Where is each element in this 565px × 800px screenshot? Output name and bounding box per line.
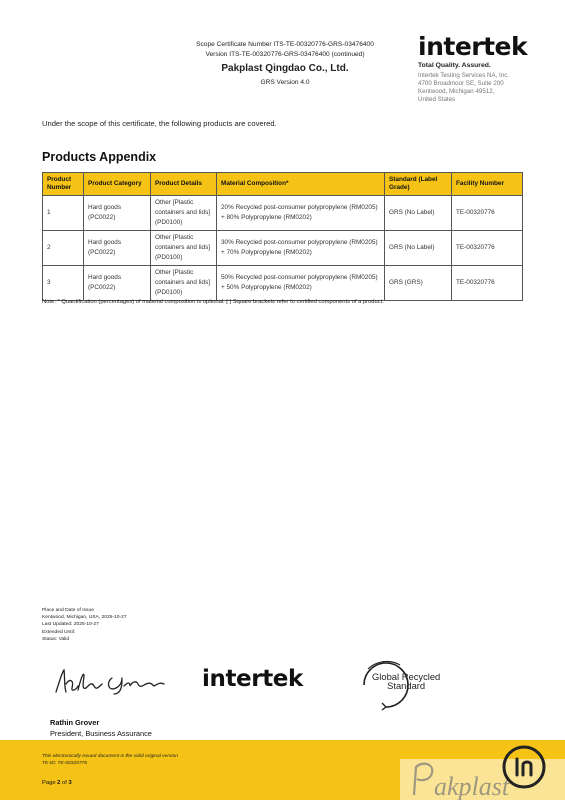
cell-facility-number: TE-00320776 [452,196,523,231]
cell-material-composition: 20% Recycled post-consumer polypropylene (RM0205) + 80% Polypropylene (RM0202) [217,196,385,231]
header-standard: Standard (Label Grade) [385,173,452,196]
table-note: Note: * Quantification (percentages) of material composition is optional. [ ] Square brackets refer to certified components of a product. [42,299,384,305]
grs-line-2: Standard [387,680,426,691]
cell-product-category: Hard goods (PC0022) [84,266,151,301]
page-total: 3 [68,780,72,786]
address-line: United States [418,96,456,103]
place-date-label: Place and Date of Issue [42,608,94,613]
extended-until: Extended Until: [42,629,76,635]
cell-standard: GRS (No Label) [385,196,452,231]
header-product-category: Product Category [84,173,151,196]
table-row [43,196,523,231]
brand-tagline: Total Quality. Assured. [418,62,491,69]
header-product-number: Product Number [43,173,84,196]
cell-product-number: 2 [43,231,84,266]
table-row [43,231,523,266]
intertek-brand-block [418,34,548,104]
grs-line-1: Global Recycled [372,671,441,682]
header-material-composition: Material Composition* [217,173,385,196]
cell-facility-number: TE-00320776 [452,231,523,266]
scope-statement: Under the scope of this certificate, the following products are covered. [42,119,277,128]
handwritten-signature [50,664,170,698]
cell-product-details: Other [Plastic containers and lids] (PD0100) [151,266,217,301]
signatory-title: President, Business Assurance [50,729,152,738]
cell-product-number: 1 [43,196,84,231]
page-current: 2 [57,780,61,786]
cell-product-category: Hard goods (PC0022) [84,231,151,266]
header-product-details: Product Details [151,173,217,196]
cell-standard: GRS (No Label) [385,231,452,266]
page-indicator [42,780,72,786]
intertek-logo-secondary: intertek [202,666,303,692]
cell-product-details: Other [Plastic containers and lids] (PD0100) [151,231,217,266]
page-of: of [60,780,69,786]
grs-version: GRS Version 4.0 [260,79,310,86]
section-title: Products Appendix [42,150,157,164]
signatory-name: Rathin Grover [50,718,100,727]
issue-info [42,607,127,643]
intertek-logo: intertek [418,32,528,61]
scope-certificate-number: Scope Certificate Number ITS-TE-00320776-GRS-03476400 [196,41,374,48]
company-name: Pakplast Qingdao Co., Ltd. [221,63,349,74]
cell-product-details: Other [Plastic containers and lids] (PD0100) [151,196,217,231]
address-line: Kentwood, Michigan 49512, [418,88,495,95]
page-prefix: Page [42,780,58,786]
footer-line-2: TE-ID: TE-00320776 [42,761,88,766]
cell-product-number: 3 [43,266,84,301]
last-updated: Last Updated: 2025-10-27 [42,622,99,628]
header-facility-number: Facility Number [452,173,523,196]
signatory [50,717,152,739]
watermark-text: akplast [434,772,510,800]
address-line: 4700 Broadmoor SE, Suite 200 [418,80,504,87]
certificate-header [160,40,410,88]
table-header-row [43,173,523,196]
products-table [42,172,523,301]
footer-line-1: This electronically issued document is the valid original version [42,754,178,759]
table-row [43,266,523,301]
brand-address [418,72,548,104]
cell-product-category: Hard goods (PC0022) [84,196,151,231]
cell-material-composition: 50% Recycled post-consumer polypropylene (RM0205) + 50% Polypropylene (RM0202) [217,266,385,301]
cell-standard: GRS (GRS) [385,266,452,301]
status: Status: Valid [42,636,70,642]
pakplast-watermark [400,745,565,800]
grs-logo-text [372,672,440,690]
issue-location: Kentwood, Michigan, USA, 2025-10-27 [42,615,127,621]
cell-material-composition: 30% Recycled post-consumer polypropylene (RM0205) + 70% Polypropylene (RM0202) [217,231,385,266]
footer-note [42,753,178,767]
address-line: Intertek Testing Services NA, Inc. [418,72,510,79]
version-line: Version ITS-TE-00320776-GRS-03476400 (continued) [205,51,365,58]
cell-facility-number: TE-00320776 [452,266,523,301]
